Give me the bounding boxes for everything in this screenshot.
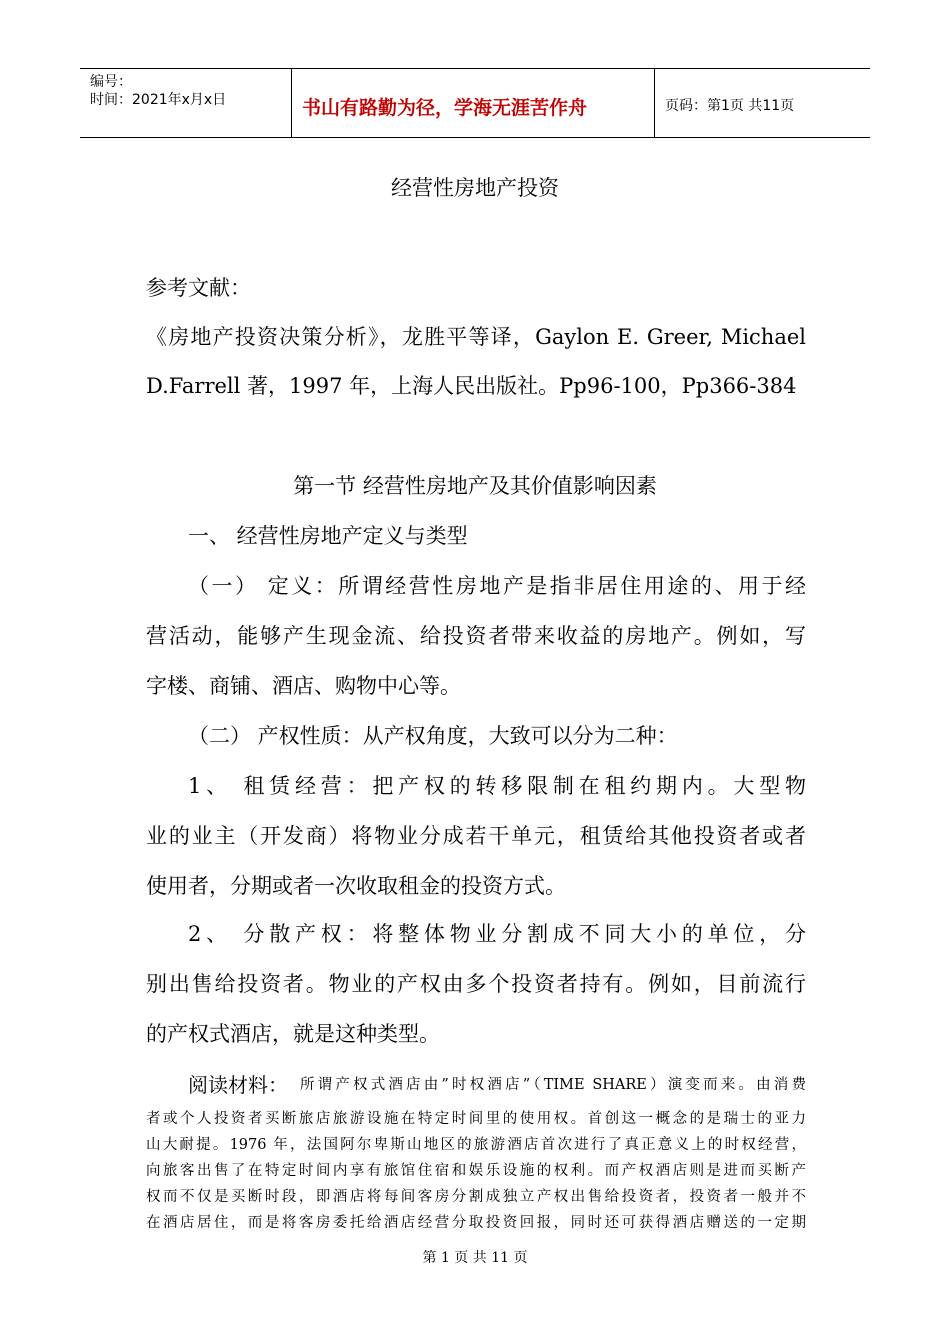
reading-line-4: 向旅客出售了在特定时间内享有旅馆住宿和娱乐设施的权利。而产权酒店则是进而买断产 [146,1163,806,1179]
reference-line-1: 《房地产投资决策分析》，龙胜平等译，Gaylon E. Greer, Michael [146,325,806,349]
section-subheading: 一、 经营性房地产定义与类型 [188,524,468,548]
header-page-info: 页码：第1页 共11页 [665,98,795,114]
header-page-cell [655,69,870,137]
document-time-label: 时间：2021年x月x日 [90,92,227,108]
document-number-label: 编号： [90,74,132,90]
header-meta-cell [80,69,292,137]
definition-line-2: 营活动，能够产生现金流、给投资者带来收益的房地产。例如，写 [146,624,806,648]
definition-line-1: （一） 定义：所谓经营性房地产是指非居住用途的、用于经 [188,574,806,598]
reading-line-2: 者或个人投资者买断旅店旅游设施在特定时间里的使用权。首创这一概念的是瑞士的亚力 [146,1111,806,1127]
reference-line-2: D.Farrell 著，1997 年，上海人民出版社。Pp96-100，Pp366-384 [146,374,797,398]
reading-line-3: 山大耐提。1976 年，法国阿尔卑斯山地区的旅游酒店首次进行了真正意义上的时权经营， [146,1137,806,1153]
references-label: 参考文献： [146,276,251,300]
item1-line-3: 使用者，分期或者一次收取租金的投资方式。 [146,874,566,898]
header-table [80,68,870,138]
reading-material-label: 阅读材料： [188,1073,288,1097]
definition-line-3: 字楼、商铺、酒店、购物中心等。 [146,674,461,698]
header-motto: 书山有路勤为径，学海无涯苦作舟 [302,97,588,119]
item2-line-1: 2、 分散产权：将整体物业分割成不同大小的单位，分 [188,922,806,946]
document-title: 经营性房地产投资 [391,176,559,200]
reading-line-6: 在酒店居住，而是将客房委托给酒店经营分取投资回报，同时还可获得酒店赠送的一定期 [146,1215,806,1231]
property-nature-line: （二） 产权性质：从产权角度，大致可以分为二种： [188,724,678,748]
page-footer: 第 1 页 共 11 页 [422,1250,528,1266]
item2-line-3: 的产权式酒店，就是这种类型。 [146,1022,440,1046]
item1-line-2: 业的业主（开发商）将物业分成若干单元，租赁给其他投资者或者 [146,824,806,848]
reading-line-5: 权而不仅是买断时段，即酒店将每间客房分割成独立产权出售给投资者，投资者一般并不 [146,1189,806,1205]
section-heading: 第一节 经营性房地产及其价值影响因素 [293,474,657,498]
item1-line-1: 1、 租赁经营：把产权的转移限制在租约期内。大型物 [188,774,806,798]
item2-line-2: 别出售给投资者。物业的产权由多个投资者持有。例如，目前流行 [146,972,806,996]
header-motto-cell [282,69,655,137]
reading-line-1: 所谓产权式酒店由”时权酒店”（TIME SHARE）演变而来。由消费 [300,1077,806,1093]
